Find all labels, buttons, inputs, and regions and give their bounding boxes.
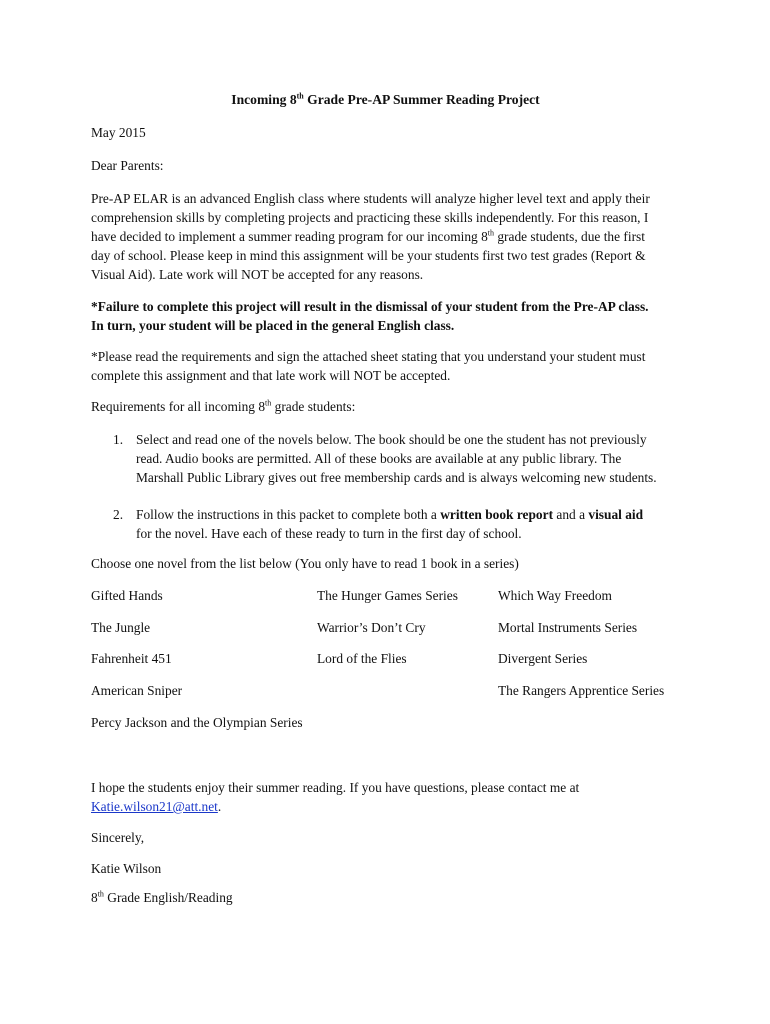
novel-title: Percy Jackson and the Olympian Series (91, 715, 303, 730)
closing-paragraph (91, 778, 691, 816)
visual-aid-emphasis: visual aid (588, 507, 644, 522)
closing-line-2: Katie.wilson21@att.net. (91, 799, 222, 814)
sign-note-line-2: complete this assignment and that late work will NOT be accepted. (91, 368, 451, 383)
salutation: Dear Parents: (91, 158, 164, 173)
sincerely-line: Sincerely, (91, 830, 145, 845)
novel-title: The Jungle (91, 620, 151, 635)
date-line: May 2015 (91, 125, 146, 140)
novel-title: Divergent Series (498, 651, 588, 666)
list-number: 1. (113, 432, 124, 447)
intro-paragraph (91, 189, 691, 284)
novel-title: The Rangers Apprentice Series (498, 683, 665, 698)
novel-title: Which Way Freedom (498, 588, 612, 603)
warning-line-1: *Failure to complete this project will result in the dismissal of your student from the Pre-AP class. (91, 299, 649, 314)
warning-line-2: In turn, your student will be placed in the general English class. (91, 318, 455, 333)
page-title: Incoming 8th Grade Pre-AP Summer Reading Project (231, 91, 540, 107)
novel-title: The Hunger Games Series (317, 588, 458, 603)
written-book-report-emphasis: written book report (440, 507, 554, 522)
requirement-item-1 (113, 430, 683, 490)
email-link[interactable]: Katie.wilson21@att.net (91, 799, 218, 814)
intro-line-4: day of school. Please keep in mind this assignment will be your students first two test grades (Report & (91, 248, 646, 263)
novel-row (91, 620, 691, 638)
requirement-text: Follow the instructions in this packet to complete both a written book report and a visual aid for the novel. Have each of these ready to turn in the first day of school. (136, 507, 644, 541)
requirements-heading: Requirements for all incoming 8th grade students: (91, 398, 356, 414)
closing-line-1: I hope the students enjoy their summer reading. If you have questions, please contact me at (91, 780, 580, 795)
sign-note-line-1: *Please read the requirements and sign the attached sheet stating that you understand your student must (91, 349, 646, 364)
signature-role: 8th Grade English/Reading (91, 889, 233, 905)
novel-row (91, 651, 691, 669)
novel-title: Gifted Hands (91, 588, 163, 603)
novel-title: Lord of the Flies (317, 651, 407, 666)
novel-title: Warrior’s Don’t Cry (317, 620, 426, 635)
novel-row (91, 683, 691, 701)
novel-row (91, 588, 691, 606)
signature-name: Katie Wilson (91, 861, 162, 876)
sign-note-paragraph (91, 347, 691, 385)
intro-line-5: Visual Aid). Late work will NOT be accepted for any reasons. (91, 267, 424, 282)
warning-paragraph (91, 297, 691, 335)
novel-title: Mortal Instruments Series (498, 620, 638, 635)
intro-line-2: comprehension skills by completing projects and practicing these skills independently. For this reason, I (91, 210, 649, 225)
requirement-text: Select and read one of the novels below. The book should be one the student has not previously read. Audio books are permitted. All of these books are available at any public library. The Marshall Public Library gives out free membership cards and is always welcoming new students. (136, 432, 657, 485)
choose-novel-heading: Choose one novel from the list below (You only have to read 1 book in a series) (91, 556, 519, 571)
intro-line-3: have decided to implement a summer reading program for our incoming 8th grade students, due the first (91, 228, 645, 244)
requirement-item-2 (113, 505, 683, 545)
intro-line-1: Pre-AP ELAR is an advanced English class where students will analyze higher level text and apply their (91, 191, 650, 206)
novel-row (91, 715, 691, 733)
novel-title: Fahrenheit 451 (91, 651, 172, 666)
novel-title: American Sniper (91, 683, 183, 698)
list-number: 2. (113, 507, 124, 522)
